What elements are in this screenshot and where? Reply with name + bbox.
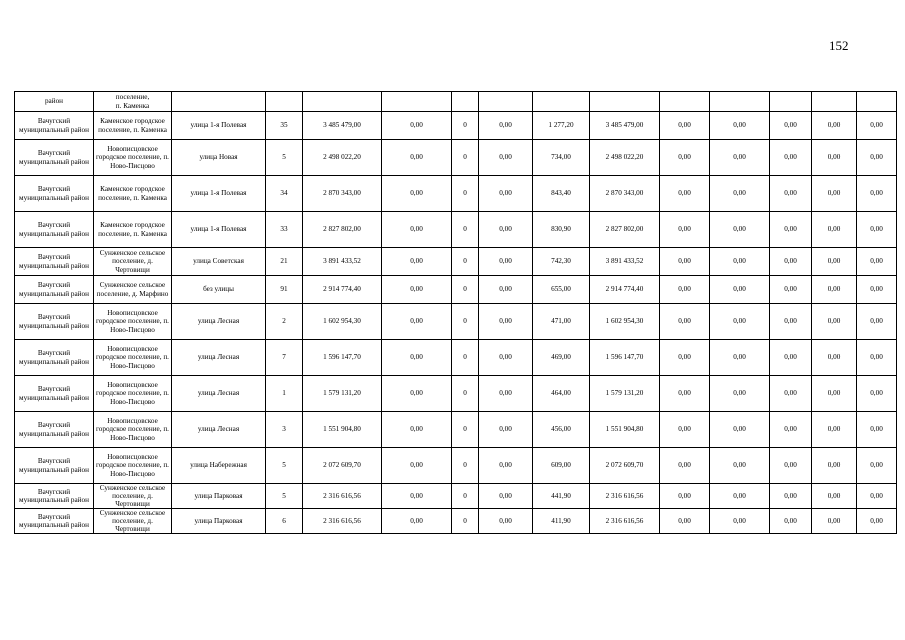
cell-district: Вачугский муниципальный район: [15, 212, 94, 248]
cell-settlement: Сунженское сельское поселение, д. Чертовищи: [94, 484, 172, 509]
cell-amount-3: 0,00: [660, 304, 710, 340]
cell-amount-7: 0,00: [857, 176, 897, 212]
cell-area: 469,00: [533, 340, 590, 376]
cell-amount-3: 0,00: [660, 340, 710, 376]
cell-count: 0: [452, 112, 479, 140]
cell-settlement: Каменское городское поселение, п. Каменка: [94, 112, 172, 140]
cell-house-number: 91: [266, 276, 303, 304]
cell-street: улица Лесная: [172, 376, 266, 412]
cell-settlement: Сунженское сельское поселение, д. Чертовищи: [94, 509, 172, 534]
cell-area: 456,00: [533, 412, 590, 448]
cell-amount-7: 0,00: [857, 276, 897, 304]
table-row: [15, 340, 897, 376]
cell-total-cost: 2 316 616,56: [590, 484, 660, 509]
cell-amount-7: 0,00: [857, 112, 897, 140]
cell-amount-1: 0,00: [382, 509, 452, 534]
cell-amount-6: 0,00: [812, 248, 857, 276]
cell-district: район: [15, 92, 94, 112]
cell-house-number: 3: [266, 412, 303, 448]
cell-amount-2: 0,00: [479, 412, 533, 448]
cell-total-cost: 2 498 022,20: [590, 140, 660, 176]
cell-house-number: 2: [266, 304, 303, 340]
cell-count: 0: [452, 509, 479, 534]
cell-amount-1: 0,00: [382, 304, 452, 340]
cell-amount-3: 0,00: [660, 484, 710, 509]
cell-area: 830,90: [533, 212, 590, 248]
cell-amount-5: 0,00: [770, 140, 812, 176]
cell-total-cost: 1 596 147,70: [590, 340, 660, 376]
cell-amount-4: 0,00: [710, 448, 770, 484]
cell-area: 464,00: [533, 376, 590, 412]
cell-amount-6: 0,00: [812, 412, 857, 448]
cell-amount-6: 0,00: [812, 340, 857, 376]
cell-amount-5: 0,00: [770, 248, 812, 276]
cell-count: 0: [452, 484, 479, 509]
cell-repair-cost: 2 316 616,56: [303, 509, 382, 534]
cell-amount-6: 0,00: [812, 509, 857, 534]
cell-total-cost: 2 914 774,40: [590, 276, 660, 304]
table-row: [15, 176, 897, 212]
cell-count: 0: [452, 140, 479, 176]
table-row: [15, 140, 897, 176]
cell-repair-cost: 3 891 433,52: [303, 248, 382, 276]
cell-amount-1: 0,00: [382, 212, 452, 248]
cell-house-number: 5: [266, 448, 303, 484]
cell-district: Вачугский муниципальный район: [15, 176, 94, 212]
cell-count: 0: [452, 212, 479, 248]
cell-amount-2: 0,00: [479, 509, 533, 534]
cell-settlement: поселение, п. Каменка: [94, 92, 172, 112]
cell-amount-2: 0,00: [479, 140, 533, 176]
cell-total-cost: 2 827 802,00: [590, 212, 660, 248]
cell-amount-6: 0,00: [812, 140, 857, 176]
cell-repair-cost: 1 551 904,80: [303, 412, 382, 448]
table-row: [15, 376, 897, 412]
cell-street: улица Набережная: [172, 448, 266, 484]
cell-district: Вачугский муниципальный район: [15, 340, 94, 376]
cell-district: Вачугский муниципальный район: [15, 248, 94, 276]
cell-count: 0: [452, 248, 479, 276]
cell-count: 0: [452, 412, 479, 448]
cell-amount-4: 0,00: [710, 376, 770, 412]
cell-area: 441,90: [533, 484, 590, 509]
cell-amount-7: 0,00: [857, 140, 897, 176]
cell-amount-1: 0,00: [382, 412, 452, 448]
cell-repair-cost: 2 498 022,20: [303, 140, 382, 176]
cell-amount-7: 0,00: [857, 376, 897, 412]
cell-amount-2: 0,00: [479, 248, 533, 276]
cell-amount-3: 0,00: [660, 448, 710, 484]
cell-amount-3: 0,00: [660, 509, 710, 534]
page-number: 152: [829, 38, 849, 53]
cell-amount-4: 0,00: [710, 112, 770, 140]
table-row: [15, 412, 897, 448]
cell-total-cost: 2 072 609,70: [590, 448, 660, 484]
cell-repair-cost: 3 485 479,00: [303, 112, 382, 140]
cell-settlement: Новописцовское городское поселение, п. Ново-Писцово: [94, 376, 172, 412]
cell-house-number: 35: [266, 112, 303, 140]
cell-street: улица Лесная: [172, 412, 266, 448]
cell-settlement: Каменское городское поселение, п. Каменка: [94, 212, 172, 248]
cell-amount-5: 0,00: [770, 340, 812, 376]
cell-area: 1 277,20: [533, 112, 590, 140]
cell-district: Вачугский муниципальный район: [15, 509, 94, 534]
cell-amount-7: 0,00: [857, 248, 897, 276]
cell-settlement: Каменское городское поселение, п. Каменка: [94, 176, 172, 212]
cell-amount-7: 0,00: [857, 484, 897, 509]
table-body: [15, 92, 897, 534]
cell-amount-5: 0,00: [770, 304, 812, 340]
cell-area: 411,90: [533, 509, 590, 534]
cell-street: улица Лесная: [172, 304, 266, 340]
cell-district: Вачугский муниципальный район: [15, 276, 94, 304]
cell-house-number: 1: [266, 376, 303, 412]
cell-amount-3: 0,00: [660, 176, 710, 212]
cell-repair-cost: 1 596 147,70: [303, 340, 382, 376]
cell-amount-6: 0,00: [812, 304, 857, 340]
cell-street: улица Лесная: [172, 340, 266, 376]
cell-amount-2: 0,00: [479, 448, 533, 484]
cell-street: улица 1-я Полевая: [172, 176, 266, 212]
table-row: [15, 276, 897, 304]
cell-amount-5: 0,00: [770, 509, 812, 534]
cell-amount-7: 0,00: [857, 212, 897, 248]
cell-amount-7: 0,00: [857, 509, 897, 534]
cell-amount-4: 0,00: [710, 412, 770, 448]
cell-district: Вачугский муниципальный район: [15, 140, 94, 176]
cell-amount-4: 0,00: [710, 509, 770, 534]
cell-amount-4: 0,00: [710, 212, 770, 248]
cell-repair-cost: 1 602 954,30: [303, 304, 382, 340]
cell-repair-cost: 2 827 802,00: [303, 212, 382, 248]
cell-amount-1: 0,00: [382, 448, 452, 484]
cell-total-cost: 1 551 904,80: [590, 412, 660, 448]
cell-amount-1: 0,00: [382, 376, 452, 412]
cell-house-number: 21: [266, 248, 303, 276]
cell-street: улица Новая: [172, 140, 266, 176]
cell-settlement: Сунженское сельское поселение, д. Марфино: [94, 276, 172, 304]
cell-amount-3: 0,00: [660, 376, 710, 412]
cell-amount-1: 0,00: [382, 140, 452, 176]
cell-area: 742,30: [533, 248, 590, 276]
cell-amount-5: 0,00: [770, 412, 812, 448]
cell-amount-4: 0,00: [710, 340, 770, 376]
cell-house-number: 34: [266, 176, 303, 212]
cell-amount-7: 0,00: [857, 412, 897, 448]
cell-total-cost: 2 870 343,00: [590, 176, 660, 212]
cell-settlement: Сунженское сельское поселение, д. Чертовищи: [94, 248, 172, 276]
cell-area: 609,00: [533, 448, 590, 484]
cell-total-cost: 2 316 616,56: [590, 509, 660, 534]
cell-amount-4: 0,00: [710, 304, 770, 340]
cell-count: 0: [452, 340, 479, 376]
cell-count: 0: [452, 304, 479, 340]
cell-district: Вачугский муниципальный район: [15, 412, 94, 448]
cell-amount-5: 0,00: [770, 376, 812, 412]
cell-settlement: Новописцовское городское поселение, п. Ново-Писцово: [94, 340, 172, 376]
cell-amount-6: 0,00: [812, 276, 857, 304]
cell-amount-6: 0,00: [812, 176, 857, 212]
table-row: [15, 212, 897, 248]
cell-amount-1: 0,00: [382, 340, 452, 376]
cell-amount-4: 0,00: [710, 276, 770, 304]
cell-amount-3: 0,00: [660, 276, 710, 304]
cell-house-number: 5: [266, 140, 303, 176]
cell-street: улица 1-я Полевая: [172, 212, 266, 248]
table-row: [15, 248, 897, 276]
cell-amount-2: 0,00: [479, 340, 533, 376]
cell-district: Вачугский муниципальный район: [15, 484, 94, 509]
cell-amount-1: 0,00: [382, 248, 452, 276]
cell-amount-3: 0,00: [660, 412, 710, 448]
cell-amount-3: 0,00: [660, 112, 710, 140]
cell-area: 655,00: [533, 276, 590, 304]
cell-street: улица Парковая: [172, 509, 266, 534]
cell-amount-3: 0,00: [660, 140, 710, 176]
table-row: [15, 112, 897, 140]
cell-amount-5: 0,00: [770, 448, 812, 484]
table-row-continued: [15, 92, 897, 112]
cell-amount-3: 0,00: [660, 248, 710, 276]
cell-repair-cost: 1 579 131,20: [303, 376, 382, 412]
cell-amount-2: 0,00: [479, 304, 533, 340]
cell-amount-2: 0,00: [479, 176, 533, 212]
cell-amount-6: 0,00: [812, 376, 857, 412]
cell-amount-1: 0,00: [382, 484, 452, 509]
cell-amount-1: 0,00: [382, 276, 452, 304]
cell-repair-cost: 2 316 616,56: [303, 484, 382, 509]
cell-district: Вачугский муниципальный район: [15, 304, 94, 340]
cell-amount-7: 0,00: [857, 448, 897, 484]
housing-register-table: [14, 91, 897, 534]
cell-amount-5: 0,00: [770, 112, 812, 140]
cell-amount-1: 0,00: [382, 176, 452, 212]
cell-area: 471,00: [533, 304, 590, 340]
cell-amount-2: 0,00: [479, 112, 533, 140]
cell-district: Вачугский муниципальный район: [15, 376, 94, 412]
cell-amount-2: 0,00: [479, 212, 533, 248]
table-row: [15, 304, 897, 340]
cell-amount-6: 0,00: [812, 212, 857, 248]
cell-repair-cost: 2 072 609,70: [303, 448, 382, 484]
cell-amount-7: 0,00: [857, 304, 897, 340]
cell-amount-6: 0,00: [812, 484, 857, 509]
cell-amount-6: 0,00: [812, 112, 857, 140]
cell-street: улица Советская: [172, 248, 266, 276]
table-row: [15, 448, 897, 484]
table-row: [15, 509, 897, 534]
cell-count: 0: [452, 176, 479, 212]
cell-house-number: 33: [266, 212, 303, 248]
cell-house-number: 7: [266, 340, 303, 376]
cell-amount-7: 0,00: [857, 340, 897, 376]
cell-total-cost: 1 579 131,20: [590, 376, 660, 412]
cell-amount-2: 0,00: [479, 276, 533, 304]
cell-street: улица Парковая: [172, 484, 266, 509]
cell-district: Вачугский муниципальный район: [15, 448, 94, 484]
cell-count: 0: [452, 448, 479, 484]
cell-amount-5: 0,00: [770, 484, 812, 509]
cell-amount-6: 0,00: [812, 448, 857, 484]
cell-amount-5: 0,00: [770, 276, 812, 304]
cell-amount-1: 0,00: [382, 112, 452, 140]
cell-count: 0: [452, 276, 479, 304]
cell-total-cost: 3 485 479,00: [590, 112, 660, 140]
cell-amount-4: 0,00: [710, 140, 770, 176]
cell-street: улица 1-я Полевая: [172, 112, 266, 140]
table-row: [15, 484, 897, 509]
cell-area: 734,00: [533, 140, 590, 176]
cell-amount-4: 0,00: [710, 484, 770, 509]
cell-settlement: Новописцовское городское поселение, п. Ново-Писцово: [94, 412, 172, 448]
cell-amount-4: 0,00: [710, 248, 770, 276]
cell-amount-5: 0,00: [770, 176, 812, 212]
cell-settlement: Новописцовское городское поселение, п. Ново-Писцово: [94, 140, 172, 176]
cell-total-cost: 1 602 954,30: [590, 304, 660, 340]
cell-amount-2: 0,00: [479, 484, 533, 509]
cell-settlement: Новописцовское городское поселение, п. Ново-Писцово: [94, 448, 172, 484]
cell-street: без улицы: [172, 276, 266, 304]
cell-area: 843,40: [533, 176, 590, 212]
cell-amount-2: 0,00: [479, 376, 533, 412]
cell-settlement: Новописцовское городское поселение, п. Ново-Писцово: [94, 304, 172, 340]
cell-amount-5: 0,00: [770, 212, 812, 248]
cell-district: Вачугский муниципальный район: [15, 112, 94, 140]
cell-repair-cost: 2 870 343,00: [303, 176, 382, 212]
cell-total-cost: 3 891 433,52: [590, 248, 660, 276]
cell-amount-4: 0,00: [710, 176, 770, 212]
cell-count: 0: [452, 376, 479, 412]
cell-repair-cost: 2 914 774,40: [303, 276, 382, 304]
cell-amount-3: 0,00: [660, 212, 710, 248]
cell-house-number: 5: [266, 484, 303, 509]
cell-house-number: 6: [266, 509, 303, 534]
